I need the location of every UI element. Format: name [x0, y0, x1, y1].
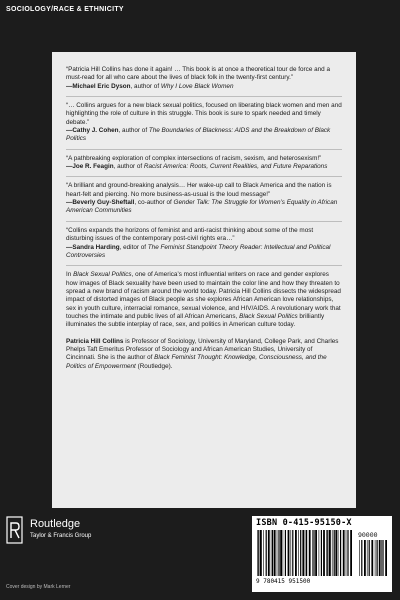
endorser-name: —Cathy J. Cohen	[66, 127, 119, 135]
endorser-role: , editor of	[119, 243, 148, 251]
divider	[66, 265, 342, 266]
description-text: , one of America’s most influential writers on race and gender explores how images of Black sexuality have been used to maintain the color line and how they threaten to spread a new brand of racism around the world today. Patricia Hill Collins dissects the widespread impact of distorted images of Black people as she explores African American love relationships, sex in youth culture, interracial romance, sexual violence, and HIV/AIDS. A revolutionary work that touches the intimate and public lives of all African Americans,	[66, 271, 341, 320]
description-text: brilliantly illuminates the subtle interplay of race, sex, and politics in American culture today.	[66, 312, 325, 329]
endorser-name: —Beverly Guy-Sheftall	[66, 199, 135, 207]
endorser-role: , co-author of	[134, 199, 174, 207]
divider	[66, 96, 342, 97]
endorser-work: Racist America: Roots, Current Realities, and Future Reparations	[143, 163, 328, 171]
endorsement-quote	[66, 155, 342, 172]
publisher-logo	[6, 516, 146, 556]
bio-text: is Professor of Sociology, University of Maryland, College Park, and Charles Phelps Taft Emeritus Professor of Sociology and African American Studies, University of Cincinnati. She is the author of	[66, 337, 339, 362]
divider	[66, 149, 342, 150]
bio-text: (Routledge).	[135, 362, 173, 370]
endorsement-quote	[66, 66, 342, 91]
author-bio	[66, 338, 342, 371]
endorser-role: , author of	[118, 127, 149, 135]
price-code: 90000	[358, 532, 378, 539]
book-title: Black Sexual Politics	[239, 312, 298, 320]
endorser-name: —Michael Eric Dyson	[66, 82, 131, 90]
other-book-title: Black Feminist Thought: Knowledge, Consciousness, and the Politics of Empowerment	[66, 354, 327, 370]
quote-attribution	[66, 163, 342, 171]
ean-digits: 9 780415 951500	[256, 578, 311, 585]
back-cover-text-panel	[52, 52, 356, 508]
category-label: SOCIOLOGY/RACE & ETHNICITY	[6, 6, 124, 13]
endorser-role: , author of	[130, 82, 161, 90]
quote-text: “A brilliant and ground-breaking analysis… Her wake-up call to Black America and the nation is heart-felt and piercing. No more business-as-usual is the loud message!”	[66, 182, 332, 198]
quote-text: “… Collins argues for a new black sexual politics, focused on liberating black women and men and highlighting the role of culture in this struggle. This book is sure to spark needed and timely debate.”	[66, 102, 342, 126]
book-title: Black Sexual Politics	[73, 271, 132, 279]
endorser-work: Gender Talk: The Struggle for Women’s Equality in African American Communities	[66, 199, 338, 215]
endorser-work: The Boundaries of Blackness: AIDS and the Breakdown of Black Politics	[66, 127, 331, 143]
endorsement-quote	[66, 182, 342, 215]
quote-attribution	[66, 83, 342, 91]
endorsement-quote	[66, 227, 342, 260]
barcode-area	[252, 516, 392, 592]
author-name: Patricia Hill Collins	[66, 337, 124, 345]
book-description	[66, 271, 342, 329]
price-barcode	[358, 540, 388, 576]
publisher-name: Routledge	[30, 518, 81, 530]
endorsement-quote	[66, 102, 342, 144]
description-lead: In	[66, 271, 74, 279]
endorser-role: , author of	[113, 163, 144, 171]
quote-text: “Collins expands the horizons of feminist and anti-racist thinking about some of the most disturbing issues of the contemporary post-civil rights era…”	[66, 226, 314, 243]
divider	[66, 221, 342, 222]
endorser-work: Why I Love Black Women	[160, 82, 234, 90]
endorser-name: —Sandra Harding	[66, 243, 120, 251]
isbn-label: ISBN 0-415-95150-X	[256, 518, 352, 528]
quote-text: “Patricia Hill Collins has done it again! … This book is at once a theoretical tour de force and a must-read for all who care about the lives of black folk in the twenty-first century.”	[66, 66, 330, 82]
quote-attribution	[66, 244, 342, 261]
quote-text: “A pathbreaking exploration of complex intersections of racism, sexism, and heterosexism!”	[66, 154, 322, 162]
divider	[66, 176, 342, 177]
routledge-logo-icon	[6, 516, 24, 546]
endorser-name: —Joe R. Feagin	[66, 163, 114, 171]
ean-barcode	[256, 530, 354, 576]
publisher-group: Taylor & Francis Group	[30, 533, 92, 539]
cover-credit: Cover design by Mark Lerner	[6, 584, 71, 590]
quote-attribution	[66, 199, 342, 216]
quote-attribution	[66, 127, 342, 144]
endorser-work: The Feminist Standpoint Theory Reader: Intellectual and Political Controversies	[66, 243, 331, 259]
